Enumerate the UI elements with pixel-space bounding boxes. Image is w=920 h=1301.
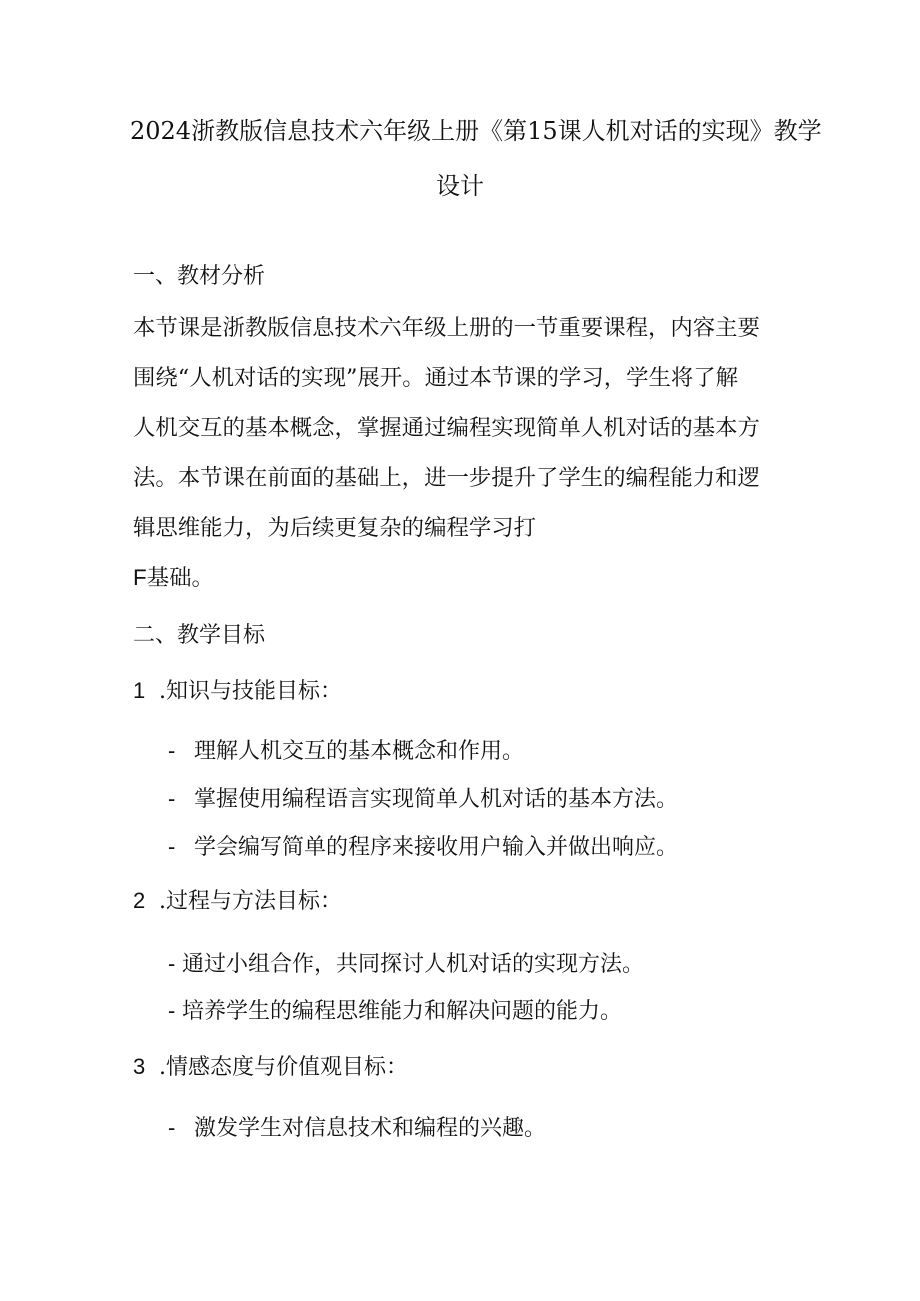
dash-bullet: - — [168, 786, 176, 811]
paragraph-line: 本节课是浙教版信息技术六年级上册的一节重要课程，内容主要 — [133, 315, 760, 341]
item-number: 3 — [133, 1054, 146, 1079]
list-item-text: 理解人机交互的基本概念和作用。 — [194, 739, 525, 764]
paragraph-line: 辑思维能力，为后续更复杂的编程学习打 — [133, 515, 537, 541]
item-number: 1 — [133, 678, 146, 703]
paragraph-line-tail — [133, 567, 793, 589]
item-number: 2 — [133, 888, 146, 913]
paragraph-line: 人机交互的基本概念，掌握通过编程实现简单人机对话的基本方 — [133, 415, 760, 441]
dash-bullet: - — [168, 998, 176, 1023]
list-item-text: 培养学生的编程思维能力和解决问题的能力。 — [182, 999, 623, 1024]
paragraph-tail-text: 基础。 — [146, 565, 214, 591]
dash-bullet: - — [168, 738, 176, 763]
list-item — [168, 740, 524, 763]
list-item — [168, 788, 678, 811]
document-title-line-1: 2024浙教版信息技术六年级上册《第15课人机对话的实现》教学 — [130, 117, 822, 145]
section-heading-teaching-goals: 二、教学目标 — [133, 623, 266, 648]
paragraph-line: 法。本节课在前面的基础上，进一步提升了学生的编程能力和逻 — [133, 465, 760, 491]
list-item-text: 学会编写简单的程序来接收用户输入并做出响应。 — [194, 835, 679, 860]
item-label: .情感态度与价值观目标： — [159, 1055, 408, 1080]
list-item-text: 掌握使用编程语言实现简单人机对话的基本方法。 — [194, 787, 679, 812]
dash-bullet: - — [168, 834, 176, 859]
paragraph-line: 围绕“人机对话的实现”展开。通过本节课的学习，学生将了解 — [133, 365, 739, 391]
paragraph-tail-prefix: F — [133, 565, 147, 590]
numbered-item-heading — [133, 890, 342, 913]
numbered-item-heading — [133, 680, 342, 703]
document-title-line-2: 设计 — [436, 172, 484, 200]
list-item — [168, 836, 678, 859]
list-item-text: 通过小组合作，共同探讨人机对话的实现方法。 — [182, 952, 645, 977]
dash-bullet: - — [168, 1115, 176, 1140]
list-item-text: 激发学生对信息技术和编程的兴趣。 — [194, 1116, 547, 1141]
item-label: .知识与技能目标： — [159, 679, 342, 704]
list-item — [168, 953, 644, 976]
section-heading-textbook-analysis: 一、教材分析 — [133, 264, 266, 289]
dash-bullet: - — [168, 951, 176, 976]
list-item — [168, 1000, 622, 1023]
item-label: .过程与方法目标： — [159, 889, 342, 914]
list-item — [168, 1117, 546, 1140]
numbered-item-heading — [133, 1056, 408, 1079]
